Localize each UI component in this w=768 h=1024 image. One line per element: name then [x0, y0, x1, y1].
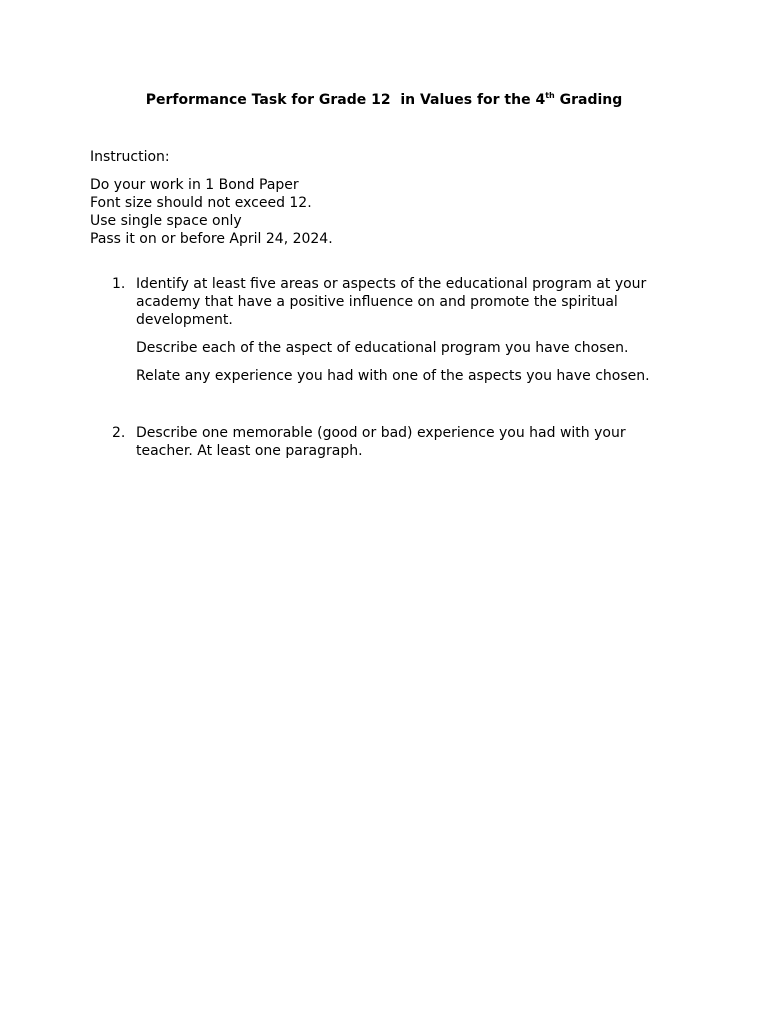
task-item-2 [112, 424, 652, 470]
task-body [136, 275, 652, 385]
instruction-heading: Instruction: [90, 149, 170, 165]
task-item-1 [112, 275, 652, 395]
title-ordinal-suffix: th [545, 91, 555, 100]
title-main: Performance Task for Grade 12 in Values for the 4 [145, 92, 546, 108]
task-body [136, 424, 652, 460]
task-paragraph: Identify at least five areas or aspects of the educational program at your academy that have a positive influence on and promote the spiritual development. [136, 276, 647, 328]
task-paragraph: Describe one memorable (good or bad) experience you had with your teacher. At least one paragraph. [136, 425, 626, 459]
rule-item: Pass it on or before April 24, 2024. [90, 231, 333, 247]
instruction-rules [90, 176, 333, 248]
title-end: Grading [554, 92, 623, 108]
task-paragraph: Relate any experience you had with one of the aspects you have chosen. [136, 368, 650, 384]
task-number: 2. [112, 425, 126, 441]
rule-item: Font size should not exceed 12. [90, 195, 312, 211]
task-paragraph: Describe each of the aspect of educational program you have chosen. [136, 340, 629, 356]
rule-item: Use single space only [90, 213, 242, 229]
rule-item: Do your work in 1 Bond Paper [90, 177, 299, 193]
task-number: 1. [112, 276, 126, 292]
document-title [0, 90, 768, 110]
